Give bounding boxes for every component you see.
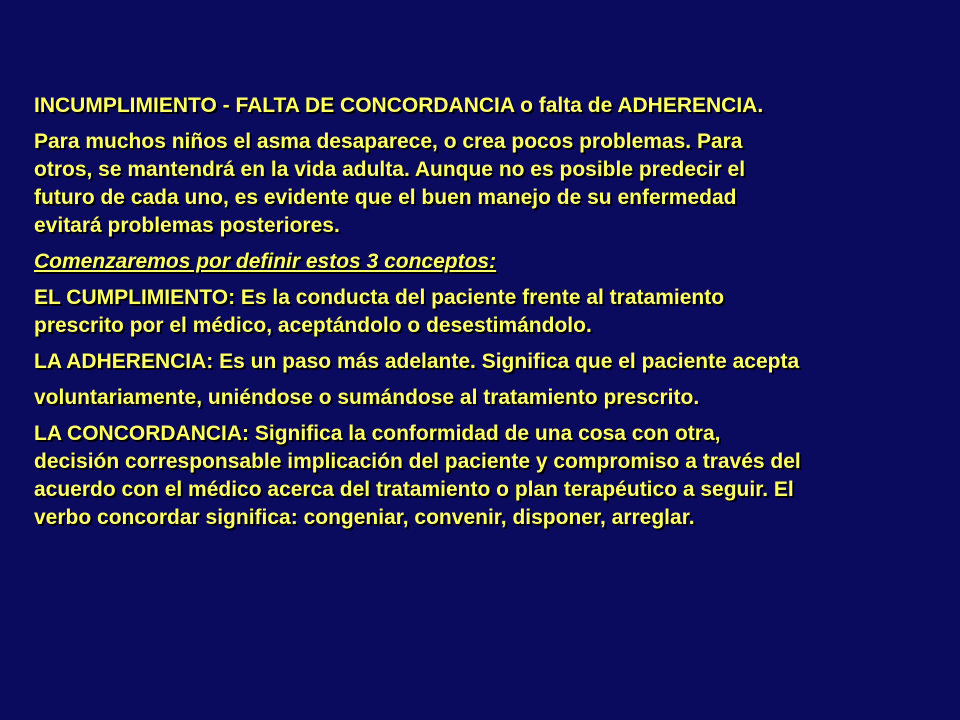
- intro-paragraph: [34, 128, 934, 240]
- slide-title: INCUMPLIMIENTO - FALTA DE CONCORDANCIA o falta de ADHERENCIA.: [34, 94, 764, 117]
- adherencia-term: LA ADHERENCIA:: [34, 350, 214, 373]
- cumplimiento-text: prescrito por el médico, aceptándolo o desestimándolo.: [34, 314, 592, 337]
- intro-line: Para muchos niños el asma desaparece, o crea pocos problemas. Para: [34, 130, 743, 153]
- cumplimiento-paragraph: [34, 284, 934, 340]
- concordancia-paragraph: [34, 420, 934, 532]
- adherencia-continuation: voluntariamente, uniéndose o sumándose al tratamiento prescrito.: [34, 386, 700, 409]
- concordancia-text: Significa la conformidad de una cosa con otra,: [249, 422, 721, 445]
- cumplimiento-text: Es la conducta del paciente frente al tratamiento: [235, 286, 725, 309]
- concordancia-term: LA CONCORDANCIA:: [34, 422, 250, 445]
- intro-line: evitará problemas posteriores.: [34, 214, 340, 237]
- slide-content: [34, 92, 934, 540]
- intro-line: otros, se mantendrá en la vida adulta. Aunque no es posible predecir el: [34, 158, 746, 181]
- cumplimiento-term: EL CUMPLIMIENTO:: [34, 286, 236, 309]
- concordancia-text: decisión corresponsable implicación del paciente y compromiso a través del: [34, 450, 801, 473]
- concepts-subheading: Comenzaremos por definir estos 3 conceptos:: [34, 250, 497, 273]
- concordancia-text: acuerdo con el médico acerca del tratamiento o plan terapéutico a seguir. El: [34, 478, 794, 501]
- adherencia-text: Es un paso más adelante. Significa que el paciente acepta: [213, 350, 800, 373]
- concordancia-text: verbo concordar significa: congeniar, convenir, disponer, arreglar.: [34, 506, 695, 529]
- intro-line: futuro de cada uno, es evidente que el buen manejo de su enfermedad: [34, 186, 737, 209]
- adherencia-paragraph: [34, 348, 934, 376]
